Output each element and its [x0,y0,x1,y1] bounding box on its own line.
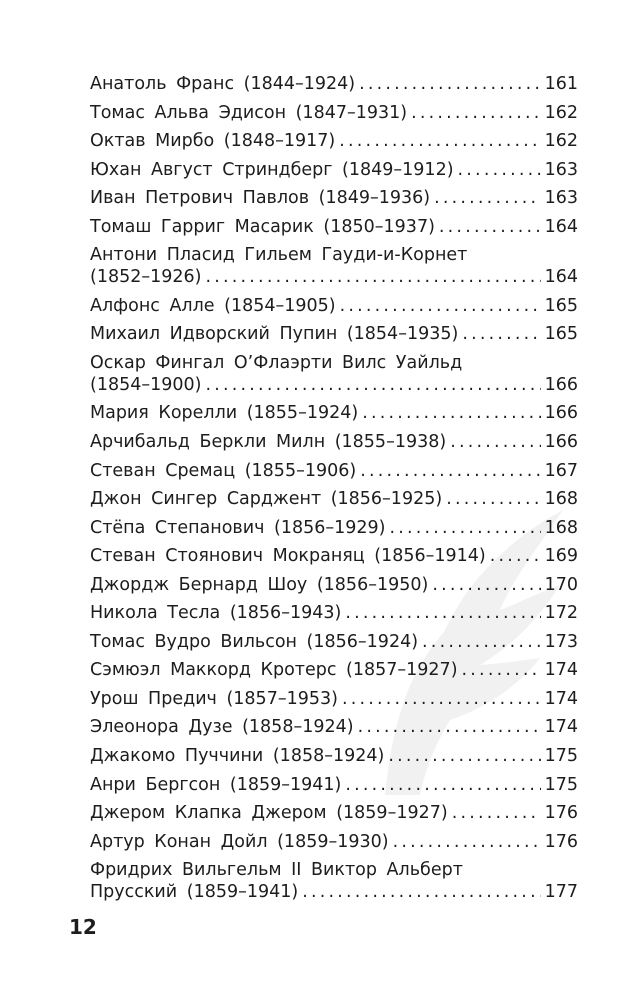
toc-entry-page: 176 [544,831,578,852]
toc-entry [90,831,578,853]
toc-entry-title: Артур Конан Дойл (1859–1930) [90,831,389,852]
toc-leader-dots [205,374,540,396]
toc-leader-dots [362,402,540,424]
toc-entry-title: Томас Альва Эдисон (1847–1931) [90,102,408,123]
toc-entry-title: Анри Бергсон (1859–1941) [90,774,342,795]
toc-entry-title: Джордж Бернард Шоу (1856–1950) [90,574,429,595]
toc-entry-page: 167 [544,460,578,481]
toc-entry-title: Прусский (1859–1941) [90,882,299,903]
toc-entry [90,460,578,482]
toc-entry-title: Михаил Идворский Пупин (1854–1935) [90,324,459,345]
toc-entry [90,517,578,539]
toc-entry-title-line1: Антони Пласид Гильем Гауди-и-Корнет [90,245,468,266]
toc-entry-page: 175 [544,746,578,767]
toc-leader-dots [434,187,540,209]
toc-leader-dots [389,517,540,539]
toc-entry-title-line1: Оскар Фингал О’Флаэрти Вилс Уайльд [90,352,463,373]
toc-entry-page: 169 [544,546,578,567]
toc-entry [90,774,578,796]
toc-entry-page: 175 [544,774,578,795]
toc-entry-page: 168 [544,489,578,510]
toc-entry-title: Стеван Сремац (1855–1906) [90,460,357,481]
toc-entry-last-line [90,881,578,903]
toc-entry-page: 174 [544,717,578,738]
toc-entry-title: Арчибальд Беркли Милн (1855–1938) [90,432,447,453]
toc-leader-dots [446,488,540,510]
toc-entry-page: 170 [544,574,578,595]
toc-leader-dots [342,688,541,710]
toc-entry-page: 177 [544,882,578,903]
toc-entry-page: 166 [544,432,578,453]
toc-entry [90,545,578,567]
toc-entry-page: 166 [544,374,578,395]
toc-entry-page: 165 [544,295,578,316]
toc-entry [90,402,578,424]
toc-leader-dots [393,831,541,853]
toc-leader-dots [462,659,541,681]
toc-entry-title: Томас Вудро Вильсон (1856–1924) [90,631,419,652]
toc-entry-title: Юхан Август Стриндберг (1849–1912) [90,159,454,180]
toc-entry-page: 162 [544,131,578,152]
toc-entry-page: 164 [544,216,578,237]
toc-entry [90,244,578,288]
toc-entry-last-line [90,374,578,396]
toc-entry-title: Анатоль Франс (1844–1924) [90,74,356,94]
toc-entry [90,688,578,710]
toc-leader-dots [422,631,541,653]
toc-entry [90,102,578,124]
toc-leader-dots [302,881,540,903]
toc-entry-title-line1: Фридрих Вильгельм II Виктор Альберт [90,860,463,881]
toc-entry-page: 165 [544,324,578,345]
toc-entry [90,574,578,596]
toc-leader-dots [205,266,540,288]
toc-leader-dots [345,774,540,796]
toc-leader-dots [360,460,540,482]
toc-entry-title: Джакомо Пуччини (1858–1924) [90,746,385,767]
toc-entry-page: 166 [544,403,578,424]
toc-entry-title: Иван Петрович Павлов (1849–1936) [90,188,431,209]
toc-entry-title: Октав Мирбо (1848–1917) [90,131,336,152]
toc-entry-page: 164 [544,267,578,288]
toc-entry [90,216,578,238]
toc-entry [90,488,578,510]
toc-entry [90,802,578,824]
toc-entry [90,187,578,209]
toc-entry-title: Стеван Стоянович Мокраняц (1856–1914) [90,546,486,567]
toc-entry [90,323,578,345]
toc-entry [90,130,578,152]
toc-entry [90,716,578,738]
toc-entry [90,859,578,903]
toc-leader-dots [458,159,541,181]
toc-entry-page: 163 [544,159,578,180]
toc-entry-page: 174 [544,688,578,709]
toc-entry-title: Джером Клапка Джером (1859–1927) [90,803,448,824]
toc-leader-dots [340,295,541,317]
toc-leader-dots [359,73,540,95]
toc-entry-title: Элеонора Дузе (1858–1924) [90,717,354,738]
toc-entry-page: 168 [544,517,578,538]
toc-entry [90,73,578,95]
toc-entry-title: (1852–1926) [90,267,202,288]
toc-leader-dots [432,574,540,596]
toc-leader-dots [339,130,540,152]
toc-entry-page: 163 [544,188,578,209]
toc-leader-dots [358,716,541,738]
toc-leader-dots [452,802,541,824]
toc-entry [90,659,578,681]
toc-entry-title: (1854–1900) [90,374,202,395]
toc-leader-dots [388,745,540,767]
toc-entry [90,745,578,767]
toc-leader-dots [450,431,540,453]
toc-entry [90,431,578,453]
toc-entry-title: Урош Предич (1857–1953) [90,688,338,709]
toc-entry [90,295,578,317]
toc-entry [90,159,578,181]
toc-entry-page: 161 [544,74,578,94]
toc-entry-title: Сэмюэл Маккорд Кротерс (1857–1927) [90,660,458,681]
toc-entry-page: 172 [544,603,578,624]
toc-entry [90,602,578,624]
toc-entry-title: Мария Корелли (1855–1924) [90,403,359,424]
toc-leader-dots [490,545,541,567]
toc-entry [90,352,578,396]
toc-entry [90,631,578,653]
toc-entry-last-line [90,266,578,288]
toc-entry-title: Томаш Гарриг Масарик (1850–1937) [90,216,435,237]
toc-entry-title: Никола Тесла (1856–1943) [90,603,342,624]
toc-leader-dots [439,216,541,238]
table-of-contents [90,73,578,910]
toc-entry-title: Стёпа Степанович (1856–1929) [90,517,386,538]
toc-leader-dots [345,602,540,624]
page-number: 12 [69,915,97,939]
toc-leader-dots [462,323,540,345]
toc-entry-page: 174 [544,660,578,681]
toc-entry-page: 176 [544,803,578,824]
toc-entry-title: Джон Сингер Сарджент (1856–1925) [90,489,443,510]
toc-entry-title: Алфонс Алле (1854–1905) [90,295,336,316]
toc-leader-dots [411,102,541,124]
toc-entry-page: 162 [544,102,578,123]
toc-entry-page: 173 [544,631,578,652]
